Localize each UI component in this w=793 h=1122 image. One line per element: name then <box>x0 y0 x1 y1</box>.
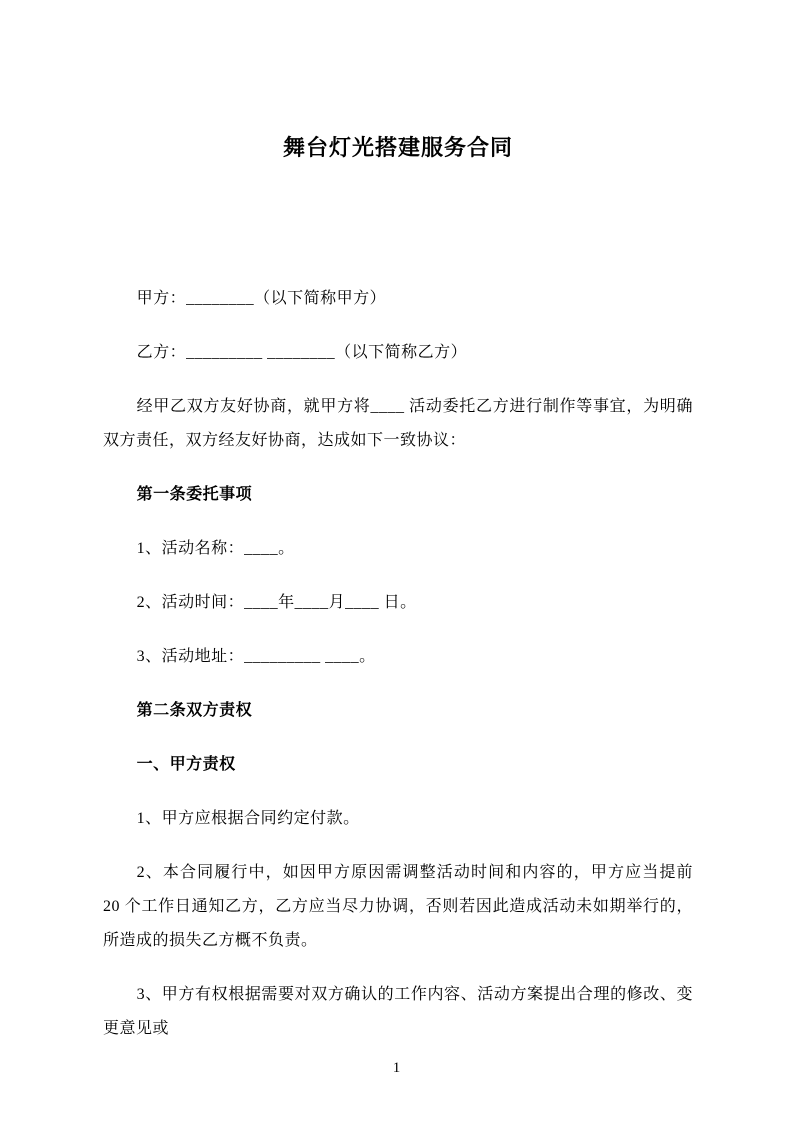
document-title: 舞台灯光搭建服务合同 <box>282 135 513 160</box>
paragraph-preamble: 经甲乙双方友好协商，就甲方将____ 活动委托乙方进行制作等事宜，为明确双方责任，双方经友好协商，达成如下一致协议： <box>103 398 693 449</box>
paragraph-activity-time: 2、活动时间：____年____月____ 日。 <box>136 594 417 611</box>
paragraph-duty-3: 3、甲方有权根据需要对双方确认的工作内容、活动方案提出合理的修改、变更意见或 <box>103 986 693 1037</box>
heading-article-2: 第二条双方责权 <box>136 702 253 719</box>
paragraph-activity-address: 3、活动地址：_________ ____。 <box>136 648 376 665</box>
heading-article-1: 第一条委托事项 <box>136 486 253 503</box>
paragraph-duty-1: 1、甲方应根据合同约定付款。 <box>136 810 360 827</box>
paragraph-duty-2: 2、本合同履行中，如因甲方原因需调整活动时间和内容的，甲方应当提前 20 个工作日通知乙方，乙方应当尽力协调，否则若因此造成活动未如期举行的，所造成的损失乙方概不负责。 <box>103 864 693 949</box>
paragraph-party-a: 甲方：________（以下简称甲方） <box>136 290 387 307</box>
paragraph-activity-name: 1、活动名称：____。 <box>136 540 295 557</box>
paragraph-party-b: 乙方：_________ ________（以下简称乙方） <box>136 344 468 361</box>
page-number: 1 <box>392 1060 401 1076</box>
heading-party-a-duties: 一、甲方责权 <box>136 756 236 773</box>
